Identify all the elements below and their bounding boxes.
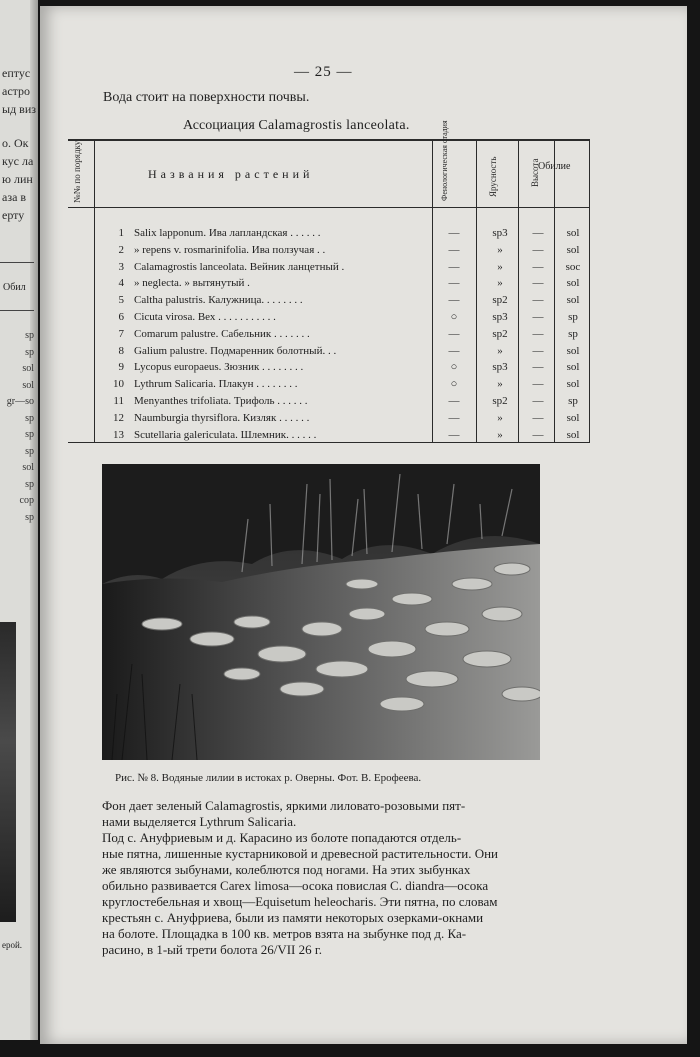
tier-cell: » <box>497 411 503 424</box>
left-page-text-line: аза в <box>2 190 27 204</box>
left-page-text-line: ыд виз <box>2 102 36 116</box>
table-row <box>68 395 590 412</box>
table-row <box>68 277 590 294</box>
abundance-cell: sol <box>566 294 580 307</box>
phenology-cell: — <box>448 344 460 357</box>
table-row <box>68 361 590 378</box>
height-cell: — <box>532 344 544 357</box>
tier-cell: sp3 <box>492 361 508 374</box>
phenology-cell: — <box>448 411 460 424</box>
phenology-cell: ○ <box>450 361 458 374</box>
row-number: 2 <box>118 243 124 256</box>
plant-name: Caltha palustris. Калужница. . . . . . . . <box>134 294 303 307</box>
table-row <box>68 261 590 278</box>
left-abundance-value: sp <box>25 445 34 457</box>
header-plant-name: Названия растений <box>148 167 314 181</box>
row-number: 1 <box>118 227 124 239</box>
plant-name: Calamagrostis lanceolata. Вейник ланцетный . <box>134 260 345 273</box>
abundance-cell: sp <box>568 311 578 323</box>
tier-cell: » <box>497 260 503 273</box>
body-text-line: круглостебельная и хвощ—Equisetum heleocharis. Эти пятна, по словам <box>102 894 498 909</box>
left-page-text-line: кус ла <box>2 154 34 168</box>
abundance-cell: sol <box>566 378 580 391</box>
left-abundance-value: sp <box>25 478 34 490</box>
body-text-line: Фон дает зеленый Calamagrostis, яркими лиловато-розовыми пят- <box>102 798 466 813</box>
abundance-cell: sol <box>566 411 580 424</box>
association-name: Calamagrostis lanceolata. <box>258 118 410 133</box>
water-lilies-image <box>102 464 540 760</box>
tier-cell: » <box>497 378 503 391</box>
plant-name: Lythrum Salicaria. Плакун . . . . . . . . <box>134 378 298 391</box>
height-cell: — <box>532 378 544 391</box>
tier-cell: sp2 <box>492 294 508 307</box>
plant-name: Scutellaria galericulata. Шлемник. . . . . . <box>134 428 317 441</box>
phenology-cell: — <box>448 243 460 256</box>
body-text-line: крестьян с. Ануфриева, были из памяти некоторых озерками-окнами <box>102 910 484 925</box>
left-page-text-line: о. Ок <box>2 136 29 150</box>
table-row <box>68 227 590 244</box>
plant-name: Comarum palustre. Сабельник . . . . . . . <box>134 327 310 340</box>
table-row <box>68 311 590 328</box>
header-number: №№ по порядку <box>72 140 82 203</box>
phenology-cell: — <box>448 260 460 273</box>
header-abundance: Обилие <box>538 161 571 172</box>
height-cell: — <box>532 395 544 407</box>
tier-cell: sp3 <box>492 311 508 323</box>
tier-cell: » <box>497 428 503 441</box>
abundance-cell: sol <box>566 277 580 290</box>
left-abundance-value: gr—so <box>6 396 34 407</box>
height-cell: — <box>532 243 544 256</box>
abundance-cell: sol <box>566 227 580 239</box>
abundance-cell: sol <box>566 344 580 357</box>
left-abundance-value: sp <box>25 412 34 424</box>
left-page-caption: ерой. <box>2 940 23 950</box>
left-abundance-value: sol <box>22 462 34 473</box>
row-number: 3 <box>118 260 124 273</box>
row-number: 8 <box>118 344 124 357</box>
table-row <box>68 244 590 261</box>
row-number: 10 <box>113 378 124 391</box>
height-cell: — <box>532 428 544 441</box>
left-abundance-value: sp <box>25 346 34 358</box>
row-number: 12 <box>113 411 124 424</box>
row-number: 5 <box>118 294 124 307</box>
abundance-cell: soc <box>565 260 581 273</box>
header-tier: Ярусность <box>488 156 498 197</box>
table-row <box>68 378 590 395</box>
left-abundance-value: sol <box>22 379 34 391</box>
left-table-rule <box>0 262 34 263</box>
intro-line: Вода стоит на поверхности почвы. <box>103 90 310 105</box>
page-number: — 25 — <box>294 64 353 80</box>
abundance-cell: sol <box>566 361 580 374</box>
phenology-cell: — <box>448 327 460 340</box>
left-page-text-line: ю лин <box>2 172 33 186</box>
left-table-header: Обил <box>3 282 26 293</box>
body-text-line: же являются зыбунами, колеблются под ногами. На этих зыбунках <box>102 862 471 877</box>
height-cell: — <box>532 361 544 374</box>
body-text-line: на болоте. Площадка в 100 кв. метров взята на зыбунке под д. Ка- <box>102 926 467 941</box>
phenology-cell: — <box>448 294 460 307</box>
height-cell: — <box>532 311 544 323</box>
table-row <box>68 412 590 429</box>
phenology-cell: — <box>448 428 460 441</box>
water-lilies-photo <box>102 464 540 760</box>
abundance-cell: sol <box>566 428 580 441</box>
plant-name: » neglecta. » вытянутый . <box>134 277 250 290</box>
plant-name: » repens v. rosmarinifolia. Ива ползучая . . <box>134 243 326 256</box>
row-number: 13 <box>113 428 124 441</box>
tier-cell: sp2 <box>492 395 508 407</box>
left-abundance-value: sp <box>25 511 34 523</box>
abundance-cell: sol <box>566 243 580 256</box>
left-abundance-value: sol <box>22 363 34 374</box>
body-text-line: нами выделяется Lythrum Salicaria. <box>102 814 297 829</box>
abundance-cell: sp <box>568 395 578 407</box>
phenology-cell: ○ <box>450 378 458 391</box>
plant-name: Menyanthes trifoliata. Трифоль . . . . . . <box>134 395 308 407</box>
left-page-edge <box>0 0 38 1040</box>
tier-cell: sp3 <box>492 227 508 239</box>
phenology-cell: — <box>448 395 460 407</box>
figure-caption: Рис. № 8. Водяные лилии в истоках р. Оверны. Фот. В. Ерофеева. <box>115 772 422 784</box>
abundance-cell: sp <box>568 327 578 340</box>
left-page-photo <box>0 622 16 922</box>
left-table-rule <box>0 310 34 311</box>
body-text-line: ные пятна, лишенные кустарниковой и древесной растительности. Они <box>102 846 499 861</box>
left-abundance-value: sp <box>25 330 34 341</box>
row-number: 4 <box>118 277 124 290</box>
plant-name: Galium palustre. Подмаренник болотный. . . <box>134 344 337 357</box>
body-text-line: расино, в 1-ый трети болота 26/VII 26 г. <box>102 942 323 957</box>
body-text-line: обильно развивается Carex limosa—осока повислая C. diandra—осока <box>102 878 489 893</box>
row-number: 6 <box>118 311 124 323</box>
phenology-cell: ○ <box>450 311 458 323</box>
height-cell: — <box>532 327 544 340</box>
left-abundance-value: sp <box>25 429 34 440</box>
plant-name: Cicuta virosa. Вех . . . . . . . . . . . <box>134 311 276 323</box>
left-abundance-value: cop <box>19 495 34 506</box>
tier-cell: sp2 <box>492 327 508 340</box>
association-heading <box>183 118 410 134</box>
tier-cell: » <box>497 243 503 256</box>
table-top-rule <box>68 139 590 141</box>
tier-cell: » <box>497 277 503 290</box>
header-phenology: Фенологическая стадия <box>440 120 449 201</box>
plant-name: Salix lapponum. Ива лапландская . . . . . . <box>134 227 321 239</box>
table-row <box>68 429 590 446</box>
row-number: 11 <box>113 395 124 407</box>
left-abundance-column <box>0 330 34 528</box>
height-cell: — <box>532 277 544 290</box>
phenology-cell: — <box>448 227 460 239</box>
plant-name: Naumburgia thyrsiflora. Кизляк . . . . . . <box>134 411 310 424</box>
row-number: 9 <box>118 361 124 374</box>
body-text-line: Под с. Ануфриевым и д. Карасино из болоте попадаются отдель- <box>102 830 462 845</box>
phenology-cell: — <box>448 277 460 290</box>
left-page-text-line: астро <box>2 84 31 98</box>
height-cell: — <box>532 260 544 273</box>
left-page-text-line: ептус <box>2 66 31 80</box>
table-row <box>68 294 590 311</box>
header-height: Высота <box>530 158 540 187</box>
row-number: 7 <box>118 327 124 340</box>
table-row <box>68 328 590 345</box>
height-cell: — <box>532 227 544 239</box>
association-prefix: Ассоциация <box>183 118 255 133</box>
height-cell: — <box>532 411 544 424</box>
plant-name: Lycopus europaeus. Зюзник . . . . . . . . <box>134 361 304 374</box>
tier-cell: » <box>497 344 503 357</box>
height-cell: — <box>532 294 544 307</box>
book-page <box>40 6 687 1044</box>
table-header-rule <box>68 207 590 208</box>
left-page-text-line: ерту <box>2 208 25 222</box>
table-row <box>68 345 590 362</box>
